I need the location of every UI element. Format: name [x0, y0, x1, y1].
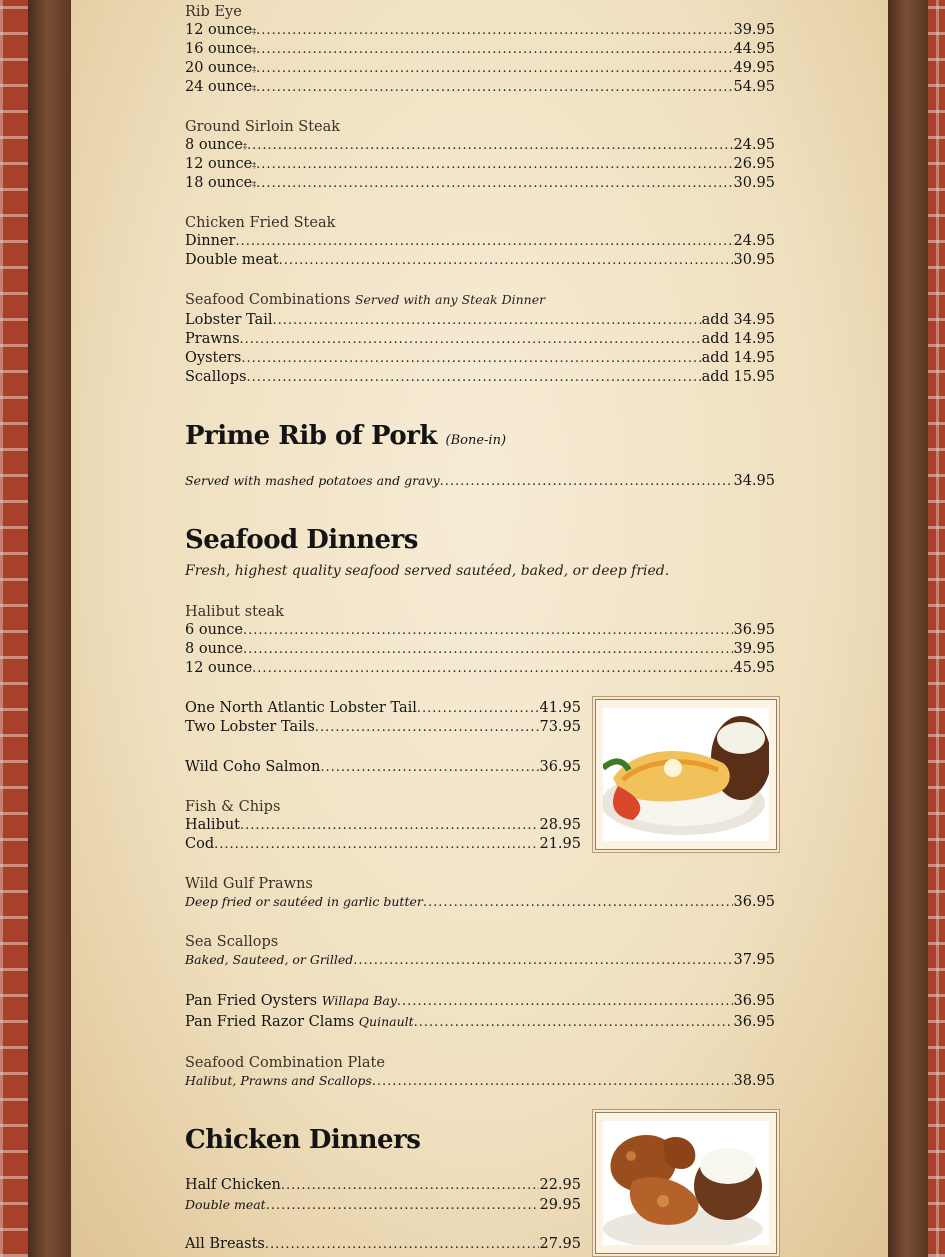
- lobster-dinner-photo: [595, 699, 777, 850]
- menu-item: 16 ounce ‡ ..... 44.95: [185, 40, 775, 59]
- chicken-heading: Chicken Dinners: [185, 1125, 421, 1155]
- chicken-fried-list: [185, 232, 775, 270]
- chicken-dinner-photo: [595, 1112, 777, 1254]
- menu-item: Wild Coho Salmon ..... 36.95: [185, 758, 581, 777]
- rib-eye-list: [185, 21, 775, 97]
- scallops-title: Sea Scallops: [185, 934, 279, 950]
- menu-item: All Breasts ..... 27.95: [185, 1235, 581, 1254]
- menu-item: 24 ounce ‡ ..... 54.95: [185, 78, 775, 97]
- seafood-description: Fresh, highest quality seafood served sautéed, baked, or deep fried.: [185, 563, 670, 579]
- fish-chips-title: Fish & Chips: [185, 799, 281, 815]
- sirloin-title: Ground Sirloin Steak: [185, 119, 341, 135]
- menu-item: Lobster Tail ..... add 34.95: [185, 311, 775, 330]
- menu-item: Double meat ..... 30.95: [185, 251, 775, 270]
- menu-item: Half Chicken ..... 22.95: [185, 1176, 581, 1195]
- lobster-tail-image: [603, 708, 769, 841]
- menu-item: Cod ..... 21.95: [185, 835, 581, 854]
- menu-item: Scallops ..... add 15.95: [185, 368, 775, 387]
- menu-item: 20 ounce ‡ ..... 49.95: [185, 59, 775, 78]
- prime-rib-subheading: (Bone-in): [445, 433, 507, 448]
- menu-item: Baked, Sauteed, or Grilled ..... 37.95: [185, 950, 775, 970]
- seafood-combo-note: Served with any Steak Dinner: [354, 292, 546, 307]
- menu-item: Dinner ..... 24.95: [185, 232, 775, 251]
- chicken-fried-title: Chicken Fried Steak: [185, 215, 336, 231]
- menu-item: Oysters ..... add 14.95: [185, 349, 775, 368]
- halibut-title: Halibut steak: [185, 604, 284, 620]
- menu-item: Served with mashed potatoes and gravy ..... 34.95: [185, 471, 775, 491]
- combo-plate-title: Seafood Combination Plate: [185, 1055, 385, 1071]
- seafood-combo-title: Seafood Combinations Served with any Steak Dinner: [185, 292, 546, 308]
- menu-item: 8 ounce ..... 39.95: [185, 640, 775, 659]
- seafood-heading: Seafood Dinners: [185, 525, 418, 555]
- chicken-list: [185, 1176, 581, 1215]
- menu-item: 6 ounce ..... 36.95: [185, 621, 775, 640]
- fried-chicken-image: [603, 1121, 769, 1245]
- menu-item: 12 ounce ‡ ..... 26.95: [185, 155, 775, 174]
- menu-item: 12 ounce ‡ ..... 39.95: [185, 21, 775, 40]
- seafood-combo-list: [185, 311, 775, 387]
- menu-item: Deep fried or sautéed in garlic butter ..... 36.95: [185, 892, 775, 912]
- menu-item: Double meat ..... 29.95: [185, 1195, 581, 1215]
- menu-item: Halibut, Prawns and Scallops ..... 38.95: [185, 1071, 775, 1091]
- fish-chips-list: [185, 816, 581, 854]
- menu-item: 18 ounce ‡ ..... 30.95: [185, 174, 775, 193]
- prime-rib-heading: Prime Rib of Pork (Bone-in): [185, 421, 507, 451]
- wood-frame-right: [888, 0, 928, 1257]
- rib-eye-title: Rib Eye: [185, 4, 242, 20]
- menu-item: Two Lobster Tails ..... 73.95: [185, 718, 581, 737]
- menu-item: Halibut ..... 28.95: [185, 816, 581, 835]
- menu-item: Pan Fried Razor Clams Quinault ..... 36.95: [185, 1012, 775, 1032]
- menu-item: Pan Fried Oysters Willapa Bay ..... 36.95: [185, 991, 775, 1011]
- prawns-title: Wild Gulf Prawns: [185, 876, 313, 892]
- menu-item: 12 ounce ..... 45.95: [185, 659, 775, 678]
- halibut-list: [185, 621, 775, 678]
- sirloin-list: [185, 136, 775, 193]
- wood-frame-left: [28, 0, 72, 1257]
- menu-item: 8 ounce ‡ ..... 24.95: [185, 136, 775, 155]
- menu-item: Prawns ..... add 14.95: [185, 330, 775, 349]
- menu-item: One North Atlantic Lobster Tail ..... 41.95: [185, 699, 581, 718]
- lobster-list: [185, 699, 581, 737]
